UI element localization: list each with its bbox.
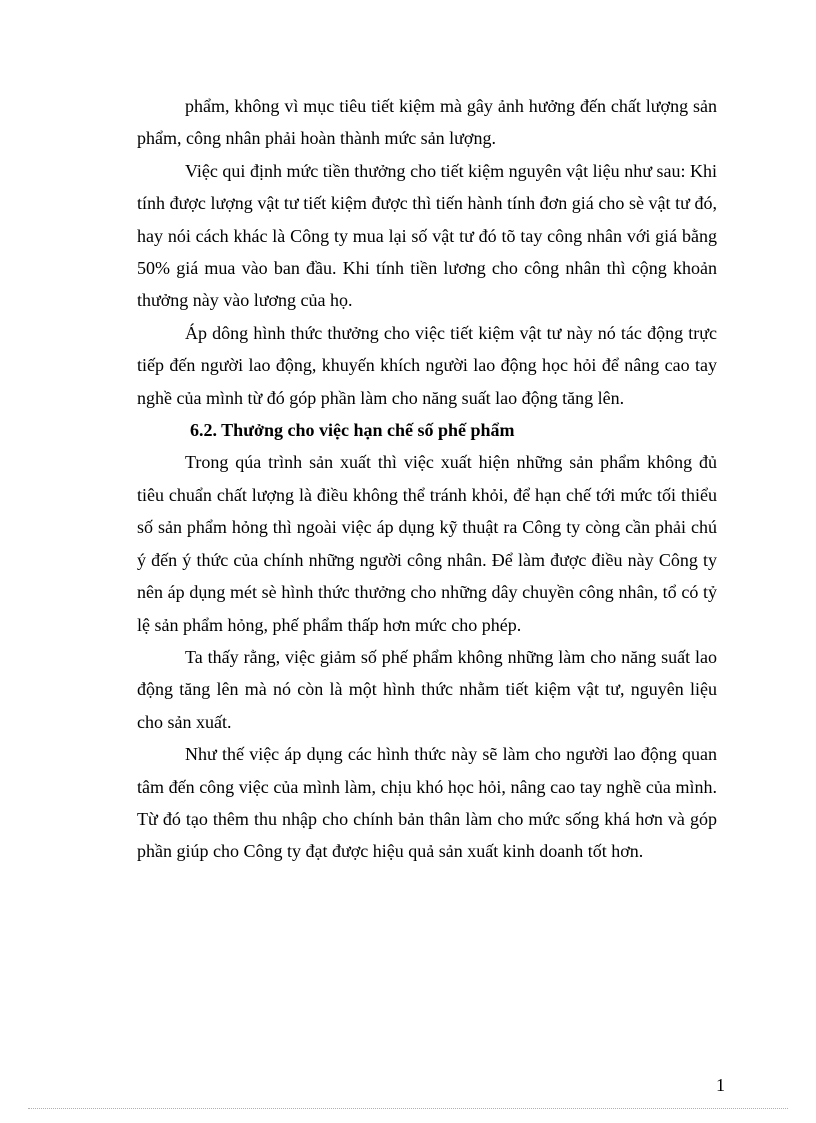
paragraph: Việc qui định mức tiền thưởng cho tiết kiệm nguyên vật liệu như sau: Khi tính được lượng vật tư tiết kiệm được thì tiến hành tính đơn giá cho sè vật tư đó, hay nói cách khác là Công ty mua lại số vật tư đó tõ tay công nhân với giá bằng 50% giá mua vào ban đầu. Khi tính tiền lương cho công nhân thì cộng khoản thưởng này vào lương của họ. xyxy=(137,160,717,311)
paragraph: Trong qúa trình sản xuất thì việc xuất hiện những sản phẩm không đủ tiêu chuẩn chất lượng là điều không thể tránh khỏi, để hạn chế tới mức tối thiểu số sản phẩm hỏng thì ngoài việc áp dụng kỹ thuật ra Công ty còng cần phải chú ý đến ý thức của chính những người công nhân. Để làm được điều này Công ty nên áp dụng mét sè hình thức thưởng cho những dây chuyền công nhân, tổ có tỷ lệ sản phẩm hỏng, phế phẩm thấp hơn mức cho phép. xyxy=(137,452,717,635)
paragraph: Như thế việc áp dụng các hình thức này sẽ làm cho người lao động quan tâm đến công việc của mình làm, chịu khó học hỏi, nâng cao tay nghề của mình. Từ đó tạo thêm thu nhập cho chính bản thân làm cho mức sống khá hơn và góp phần giúp cho Công ty đạt được hiệu quả sản xuất kinh doanh tốt hơn. xyxy=(137,744,717,862)
paragraph: phẩm, không vì mục tiêu tiết kiệm mà gây ảnh hưởng đến chất lượng sản phẩm, công nhân phải hoàn thành mức sản lượng. xyxy=(137,96,717,149)
footer-divider xyxy=(28,1108,788,1109)
document-body xyxy=(137,90,717,868)
paragraph: Áp dông hình thức thưởng cho việc tiết kiệm vật tư này nó tác động trực tiếp đến người lao động, khuyến khích người lao động học hỏi để nâng cao tay nghề của mình từ đó góp phần làm cho năng suất lao động tăng lên. xyxy=(137,322,717,408)
section-heading: 6.2. Thưởng cho việc hạn chế số phế phẩm xyxy=(190,420,515,441)
page-number: 1 xyxy=(716,1075,725,1095)
paragraph: Ta thấy rằng, việc giảm số phế phẩm không những làm cho năng suất lao động tăng lên mà nó còn là một hình thức nhằm tiết kiệm vật tư, nguyên liệu cho sản xuất. xyxy=(137,646,717,732)
